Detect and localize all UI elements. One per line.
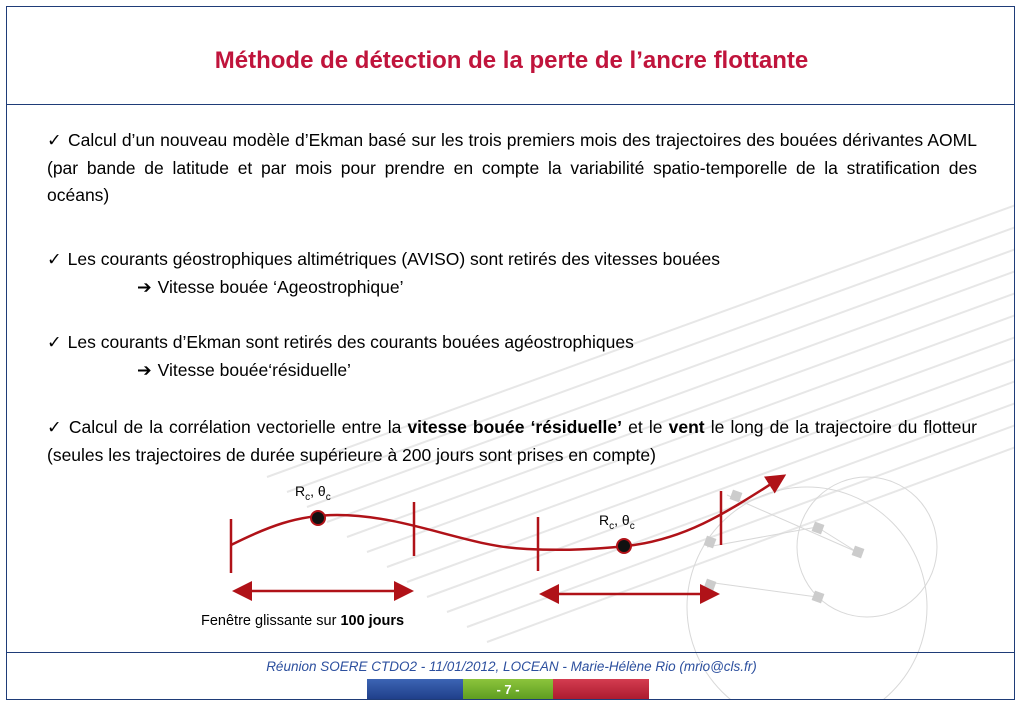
label-rc-theta-2: $R_c$, $\theta_c$ bbox=[599, 512, 635, 532]
bullet-4-text-2: et le bbox=[628, 417, 663, 437]
label-rc-theta-1: $R_c$, $\theta_c$ bbox=[295, 483, 331, 503]
bullet-4-text-1: Calcul de la corrélation vectorielle entre la bbox=[68, 417, 402, 437]
footer-bar-red bbox=[553, 679, 649, 700]
footer-bar-blue bbox=[367, 679, 463, 700]
window-center-point-2 bbox=[617, 539, 631, 553]
footer-divider bbox=[7, 652, 1015, 653]
bullet-2-text: Les courants géostrophiques altimétriques (AVISO) sont retirés des vitesses bouées bbox=[67, 249, 721, 269]
bullet-2-sub: Vitesse bouée ‘Ageostrophique’ bbox=[157, 276, 404, 297]
checkmark-icon: ✓ bbox=[47, 417, 63, 437]
bullet-4-bold-1: vitesse bouée ‘résiduelle’ bbox=[407, 417, 623, 437]
checkmark-icon: ✓ bbox=[47, 130, 62, 150]
slide-frame bbox=[6, 6, 1015, 700]
sliding-window-diagram bbox=[7, 7, 1015, 700]
bullet-3-text: Les courants d’Ekman sont retirés des courants bouées agéostrophiques bbox=[67, 332, 634, 352]
bullet-3-sub: Vitesse bouée‘résiduelle’ bbox=[157, 359, 351, 380]
bullet-4-bold-2: vent bbox=[668, 417, 705, 437]
checkmark-icon: ✓ bbox=[47, 249, 62, 269]
right-arrow-icon: ➔ bbox=[137, 276, 152, 297]
bullet-4-text-3: le long de la trajectoire du flotteur (seules les trajectoires de durée supérieure à 200 jours sont prises en compte) bbox=[47, 417, 977, 465]
slide-title: Méthode de détection de la perte de l’ancre flottante bbox=[214, 47, 809, 74]
diagram-caption: Fenêtre glissante sur 100 jours bbox=[201, 613, 405, 629]
bullet-1-text: Calcul d’un nouveau modèle d’Ekman basé sur les trois premiers mois des trajectoires des bouées dérivantes AOML (par bande de latitude et par mois pour prendre en compte la variabilité spatio-temporelle de la stratification des océans) bbox=[47, 130, 977, 205]
page-number: - 7 - bbox=[463, 679, 553, 700]
window-center-point-1 bbox=[311, 511, 325, 525]
right-arrow-icon: ➔ bbox=[137, 359, 152, 380]
checkmark-icon: ✓ bbox=[47, 332, 62, 352]
footer-text: Réunion SOERE CTDO2 - 11/01/2012, LOCEAN - Marie-Hélène Rio (mrio@cls.fr) bbox=[266, 659, 757, 674]
